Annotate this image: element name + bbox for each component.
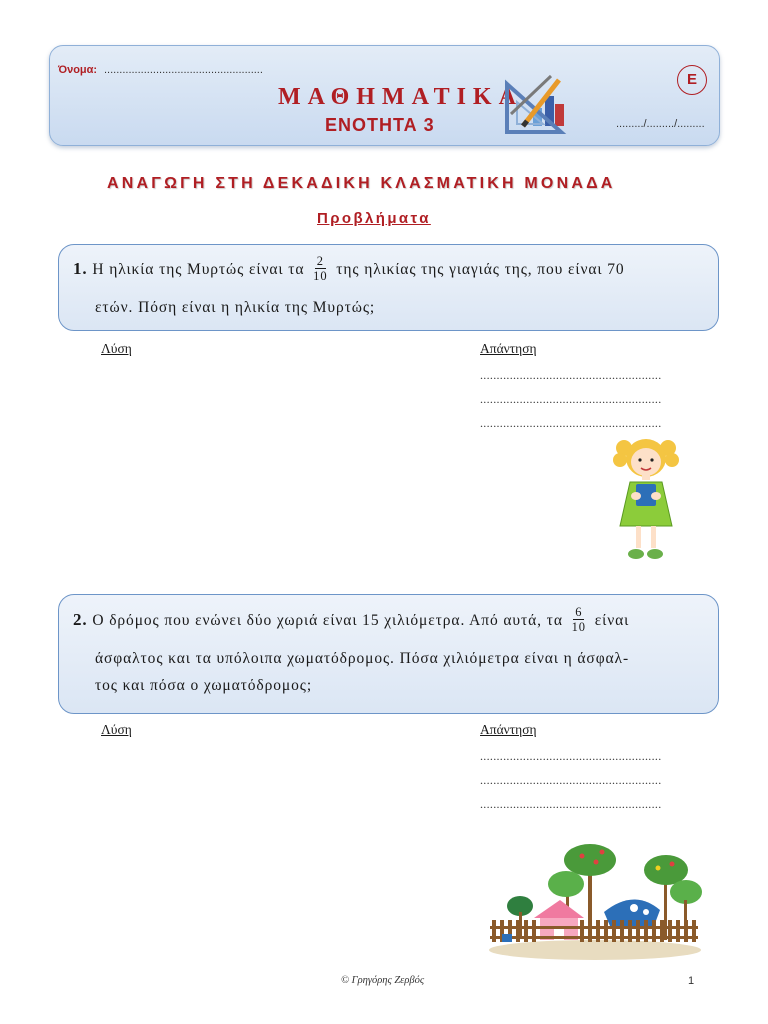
- problem-text: είναι: [594, 612, 630, 630]
- solution-label: Λύση: [101, 341, 132, 356]
- fraction-denominator: 10: [571, 620, 586, 634]
- problem-1-line-1: [73, 256, 625, 285]
- problem-number: 1.: [73, 259, 88, 279]
- solution-label: Λύση: [101, 722, 132, 737]
- answer-label: Απάντηση: [480, 341, 537, 356]
- grade-badge: Ε: [677, 65, 707, 95]
- problem-text: της ηλικίας της γιαγιάς της, που είναι 70: [336, 261, 625, 279]
- fraction-denominator: 10: [313, 269, 328, 283]
- answer-line[interactable]: .......................................................: [480, 416, 662, 430]
- subject-title: ΜΑΘΗΜΑΤΙΚΑ: [278, 84, 523, 110]
- fraction-numerator: 2: [316, 254, 324, 268]
- answer-label: Απάντηση: [480, 722, 537, 737]
- problem-1-line-2: ετών. Πόση είναι η ηλικία της Μυρτώς;: [95, 299, 376, 316]
- answer-line[interactable]: .......................................................: [480, 797, 662, 811]
- village-illustration: [484, 840, 706, 964]
- fraction: [313, 254, 327, 283]
- fraction-numerator: 6: [575, 605, 583, 619]
- problem-2-line-2: άσφαλτος και τα υπόλοιπα χωματόδρομος. Πόσα χιλιόμετρα είναι η άσφαλ-: [95, 650, 630, 667]
- problem-text: Η ηλικία της Μυρτώς είναι τα: [92, 261, 305, 279]
- answer-line[interactable]: .......................................................: [480, 773, 662, 787]
- section-title: Προβλήματα: [317, 210, 431, 227]
- unit-subtitle: ΕΝΟΤΗΤΑ 3: [325, 115, 435, 135]
- name-field[interactable]: ....................................................: [104, 64, 263, 76]
- name-label: Όνομα:: [58, 64, 98, 76]
- answer-line[interactable]: .......................................................: [480, 749, 662, 763]
- page-title: ΑΝΑΓΩΓΗ ΣΤΗ ΔΕΚΑΔΙΚΗ ΚΛΑΣΜΑΤΙΚΗ ΜΟΝΑΔΑ: [107, 175, 616, 192]
- girl-illustration: [606, 434, 686, 566]
- math-tools-icon: [503, 74, 573, 136]
- answer-line[interactable]: .......................................................: [480, 392, 662, 406]
- page-number: 1: [688, 975, 695, 987]
- problem-2-line-3: τος και πόσα ο χωματόδρομος;: [95, 677, 313, 694]
- date-field[interactable]: ........./........./.........: [616, 118, 705, 130]
- problem-2-line-1: [73, 607, 629, 636]
- fraction: [572, 605, 586, 634]
- problem-number: 2.: [73, 610, 88, 630]
- footer-author: © Γρηγόρης Ζερβός: [341, 975, 425, 986]
- answer-line[interactable]: .......................................................: [480, 368, 662, 382]
- problem-text: Ο δρόμος που ενώνει δύο χωριά είναι 15 χιλιόμετρα. Από αυτά, τα: [92, 612, 563, 630]
